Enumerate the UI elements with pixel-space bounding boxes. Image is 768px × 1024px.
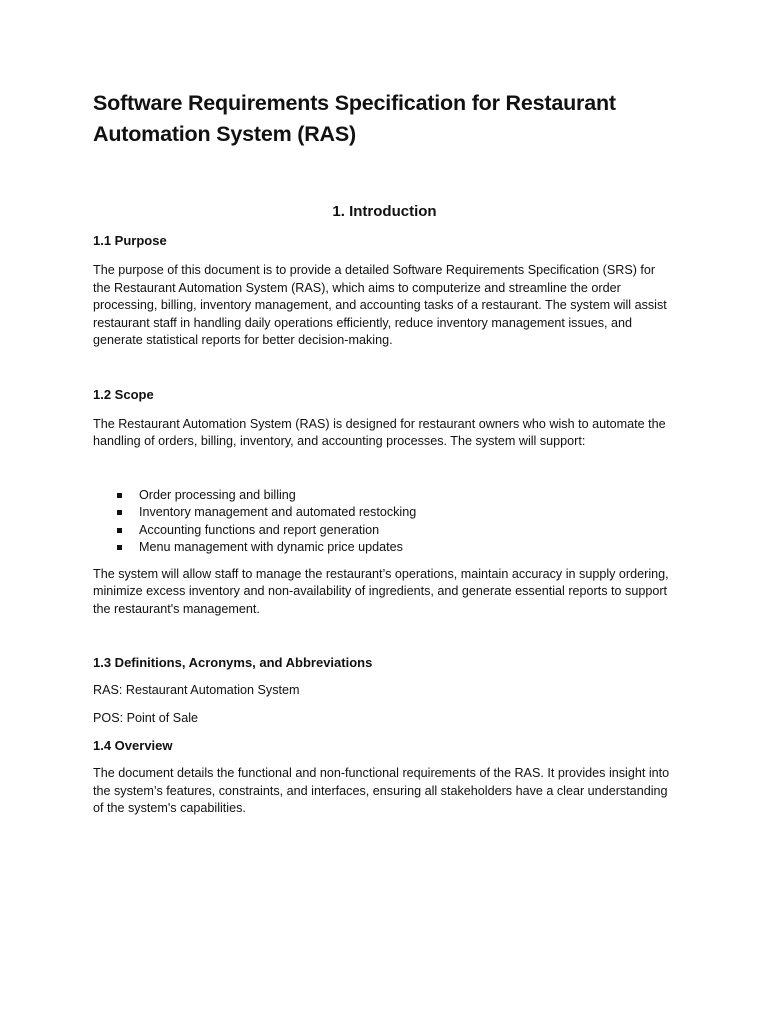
purpose-paragraph: The purpose of this document is to provide a detailed Software Requirements Specification (SRS) for the Restaurant Automation System (RAS), which aims to computerize and streamline the order processing, billing, inventory management, and accounting tasks of a restaurant. The system will assist restaurant staff in handling daily operations efficiently, reduce inventory management issues, and generate statistical reports for better decision-making.: [93, 263, 667, 347]
scope-bullet-item: [93, 504, 676, 522]
scope-intro-paragraph: The Restaurant Automation System (RAS) is designed for restaurant owners who wish to automate the handling of orders, billing, inventory, and accounting processes. The system will support:: [93, 416, 666, 448]
section-heading-introduction: 1. Introduction: [332, 203, 437, 220]
scope-bullet-item: [93, 522, 676, 540]
definitions-heading: 1.3 Definitions, Acronyms, and Abbreviations: [93, 655, 373, 670]
scope-bullet-text: Accounting functions and report generation: [139, 522, 380, 537]
scope-bullet-text: Inventory management and automated restocking: [139, 505, 417, 519]
square-bullet-icon: [117, 528, 122, 533]
square-bullet-icon: [117, 493, 122, 498]
scope-bullet-list: [93, 487, 676, 557]
definition-ras: RAS: Restaurant Automation System: [93, 683, 300, 697]
scope-heading: 1.2 Scope: [93, 386, 154, 402]
square-bullet-icon: [117, 510, 122, 515]
scope-closing-paragraph: The system will allow staff to manage the restaurant’s operations, maintain accuracy in supply ordering, minimize excess inventory and non-availability of ingredients, and generate essential reports to support the restaurant's management.: [93, 566, 669, 616]
overview-heading: 1.4 Overview: [93, 738, 173, 753]
scope-bullet-text: Order processing and billing: [139, 487, 296, 502]
definition-pos: POS: Point of Sale: [93, 710, 199, 725]
document-title: Software Requirements Specification for Restaurant Automation System (RAS): [93, 91, 616, 146]
scope-bullet-text: Menu management with dynamic price updates: [139, 540, 403, 554]
square-bullet-icon: [117, 545, 122, 550]
overview-paragraph: The document details the functional and non-functional requirements of the RAS. It provides insight into the system’s features, constraints, and interfaces, ensuring all stakeholders have a clear understanding of the system's capabilities.: [93, 766, 670, 815]
scope-bullet-item: [93, 487, 676, 505]
scope-bullet-item: [93, 539, 676, 557]
purpose-heading: 1.1 Purpose: [93, 233, 167, 248]
